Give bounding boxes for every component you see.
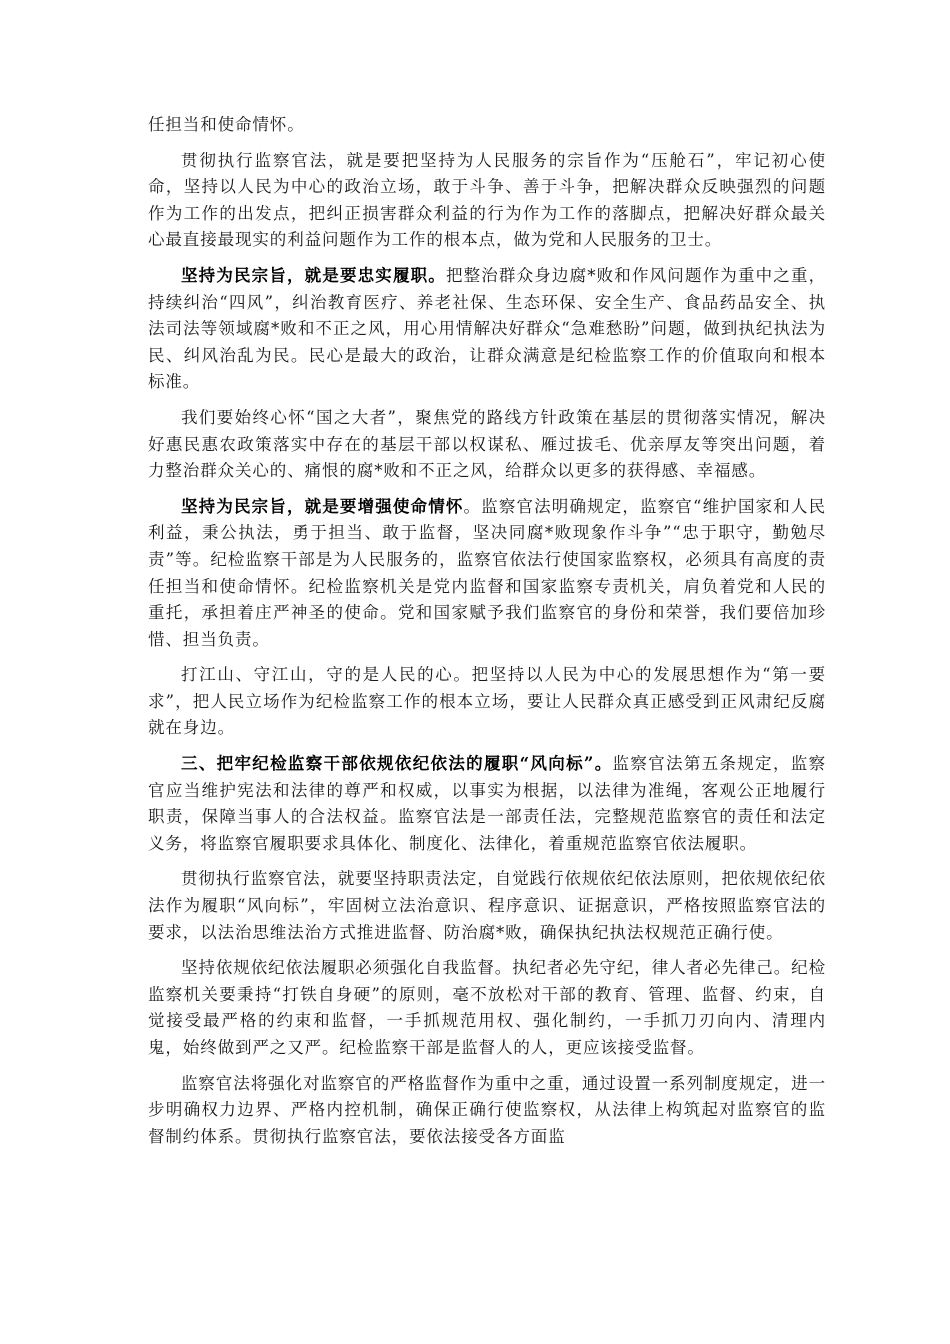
paragraph-text: 坚持依规依纪依法履职必须强化自我监督。执纪者必先守纪，律人者必先律己。纪检监察机关要秉持“打铁自身硬”的原则，毫不放松对干部的教育、管理、监督、约束，自觉接受最严格的约束和监督，一手抓规范用权、强化制约，一手抓刀刃向内、清理内鬼，始终做到严之又严。纪检监察干部是监督人的人，更应该接受监督。: [148, 958, 826, 1057]
paragraph: [148, 866, 826, 946]
paragraph: [148, 148, 826, 254]
paragraph-text: 贯彻执行监察官法，就要坚持职责法定，自觉践行依规依纪依法原则，把依规依纪依法作为履职“风向标”，牢固树立法治意识、程序意识、证据意识，严格按照监察官法的要求，以法治思维法治方式推进监督、防治腐*败，确保执纪执法权规范正确行使。: [148, 869, 826, 942]
paragraph: [148, 1071, 826, 1151]
paragraph: [148, 405, 826, 485]
paragraph-text: 贯彻执行监察官法，就是要把坚持为人民服务的宗旨作为“压舱石”，牢记初心使命，坚持以人民为中心的政治立场，敢于斗争、善于斗争，把解决群众反映强烈的问题作为工作的出发点，把纠正损害群众利益的行为作为工作的落脚点，把解决好群众最关心最直接最现实的利益问题作为工作的根本点，做为党和人民服务的卫士。: [148, 150, 826, 250]
paragraph-text: 监察官法将强化对监察官的严格监督作为重中之重，通过设置一系列制度规定，进一步明确权力边界、严格内控机制，确保正确行使监察权，从法律上构筑起对监察官的监督制约体系。贯彻执行监察官法，要依法接受各方面监: [148, 1073, 826, 1146]
paragraph: [148, 112, 826, 139]
paragraph-text: 把整治群众身边腐*败和作风问题作为重中之重，持续纠治“四风”，纠治教育医疗、养老社保、生态环保、安全生产、食品药品安全、执法司法等领域腐*败和不正之风，用心用情解决好群众“急难愁盼”问题，做到执纪执法为民、纠风治乱为民。民心是最大的政治，让群众满意是纪检监察工作的价值取向和根本标准。: [148, 265, 826, 392]
paragraph-lead-heading: 坚持为民宗旨，就是要忠实履职。: [181, 265, 446, 285]
paragraph-text: 监察官法第五条规定，监察官应当维护宪法和法律的尊严和权威，以事实为根据，以法律为准绳，客观公正地履行职责，保障当事人的合法权益。监察官法是一部责任法，完整规范监察官的责任和法定义务，将监察官履职要求具体化、制度化、法律化，着重规范监察官依法履职。: [148, 754, 826, 853]
paragraph: [148, 494, 826, 654]
section-heading: 三、把牢纪检监察干部依规依纪依法的履职“风向标”。: [181, 754, 613, 774]
paragraph-text: 打江山、守江山，守的是人民的心。把坚持以人民为中心的发展思想作为“第一要求”，把人民立场作为纪检监察工作的根本立场，要让人民群众真正感受到正风肃纪反腐就在身边。: [148, 665, 826, 738]
paragraph: [148, 751, 826, 857]
document-body: [148, 112, 826, 1159]
paragraph: [148, 263, 826, 396]
paragraph-text: 。监察官法明确规定，监察官“维护国家和人民利益，秉公执法，勇于担当、敢于监督，坚决同腐*败现象作斗争”“忠于职守，勤勉尽责”等。纪检监察干部是为人民服务的，监察官依法行使国家监察权，必须具有高度的责任担当和使命情怀。纪检监察机关是党内监督和国家监察专责机关，肩负着党和人民的重托，承担着庄严神圣的使命。党和国家赋予我们监察官的身份和荣誉，我们要倍加珍惜、担当负责。: [148, 496, 826, 649]
paragraph-text: 任担当和使命情怀。: [148, 115, 305, 134]
paragraph-lead-heading: 坚持为民宗旨，就是要增强使命情怀: [181, 496, 464, 516]
paragraph: [148, 662, 826, 742]
paragraph-text: 我们要始终心怀“国之大者”，聚焦党的路线方针政策在基层的贯彻落实情况，解决好惠民惠农政策落实中存在的基层干部以权谋私、雁过拔毛、优亲厚友等突出问题，着力整治群众关心的、痛恨的腐*败和不正之风，给群众以更多的获得感、幸福感。: [148, 407, 826, 481]
paragraph: [148, 955, 826, 1061]
